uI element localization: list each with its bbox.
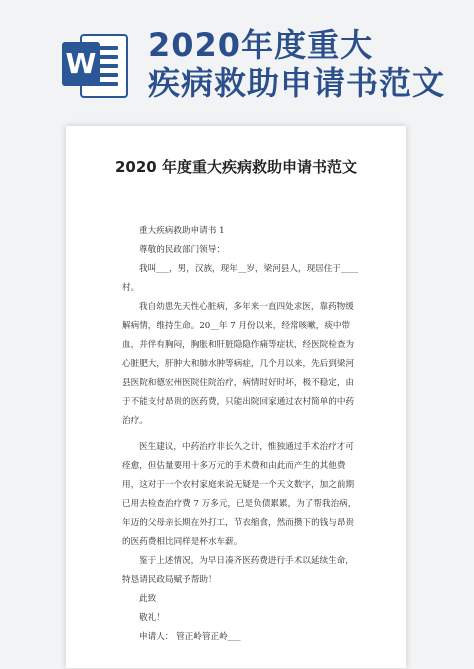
closing-line: 此致	[139, 594, 157, 604]
signature: 申请人： 管正岭管正岭___	[139, 632, 241, 642]
closing-line: 敬礼！	[139, 613, 165, 623]
paragraph: 鉴于上述情况，为早日凑齐医药费进行手术以延续生命，特恳请民政局赋予帮助！	[122, 556, 354, 585]
document-title: 2020 年度重大疾病救助申请书范文	[115, 158, 357, 176]
document-body	[122, 222, 360, 647]
document-subtitle: 重大疾病救助申请书 1	[139, 226, 225, 236]
document-page	[66, 126, 406, 668]
paragraph: 我自幼患先天性心脏病，多年来一直四处求医，靠药物缓解病情，维持生命。20__年 7 月份以来，经常咳嗽，痰中带血，并伴有胸闷，胸胀和肝脏隐隐作痛等症状，经医院检查为心脏肥大，肝肿大和肺水肿等病症，几个月以来，先后到梁河县医院和德宏州医院住院治疗，病情时好时坏，极不稳定，由于不能支付昂贵的医药费，只能出院回家通过农村简单的中药治疗。	[122, 302, 355, 426]
banner-title-line-2: 疾病救助申请书范文	[148, 64, 446, 102]
paragraph: 医生建议，中药治疗非长久之计，惟独通过手术治疗才可痊愈，但估量要用十多万元的手术费和由此而产生的其他费用，这对于一个农村家庭来说无疑是一个天文数字，加之前期已用去检查治疗费 7 万多元，已是负债累累，为了帮我治病，年迈的父母亲长期在外打工，节衣缩食，然而攒下的钱与昂贵的医药费相比同样是杯水车薪。	[122, 442, 357, 547]
word-logo-letter: W	[62, 42, 100, 86]
banner-title-line-1: 2020年度重大	[148, 26, 374, 64]
banner-title	[148, 26, 468, 102]
word-document-icon	[62, 32, 126, 96]
salutation: 尊敬的民政部门领导：	[139, 245, 225, 255]
banner	[0, 0, 474, 120]
paragraph: 我叫___，男，汉族，现年__岁，梁河县人，现居住于____村。	[122, 264, 359, 293]
